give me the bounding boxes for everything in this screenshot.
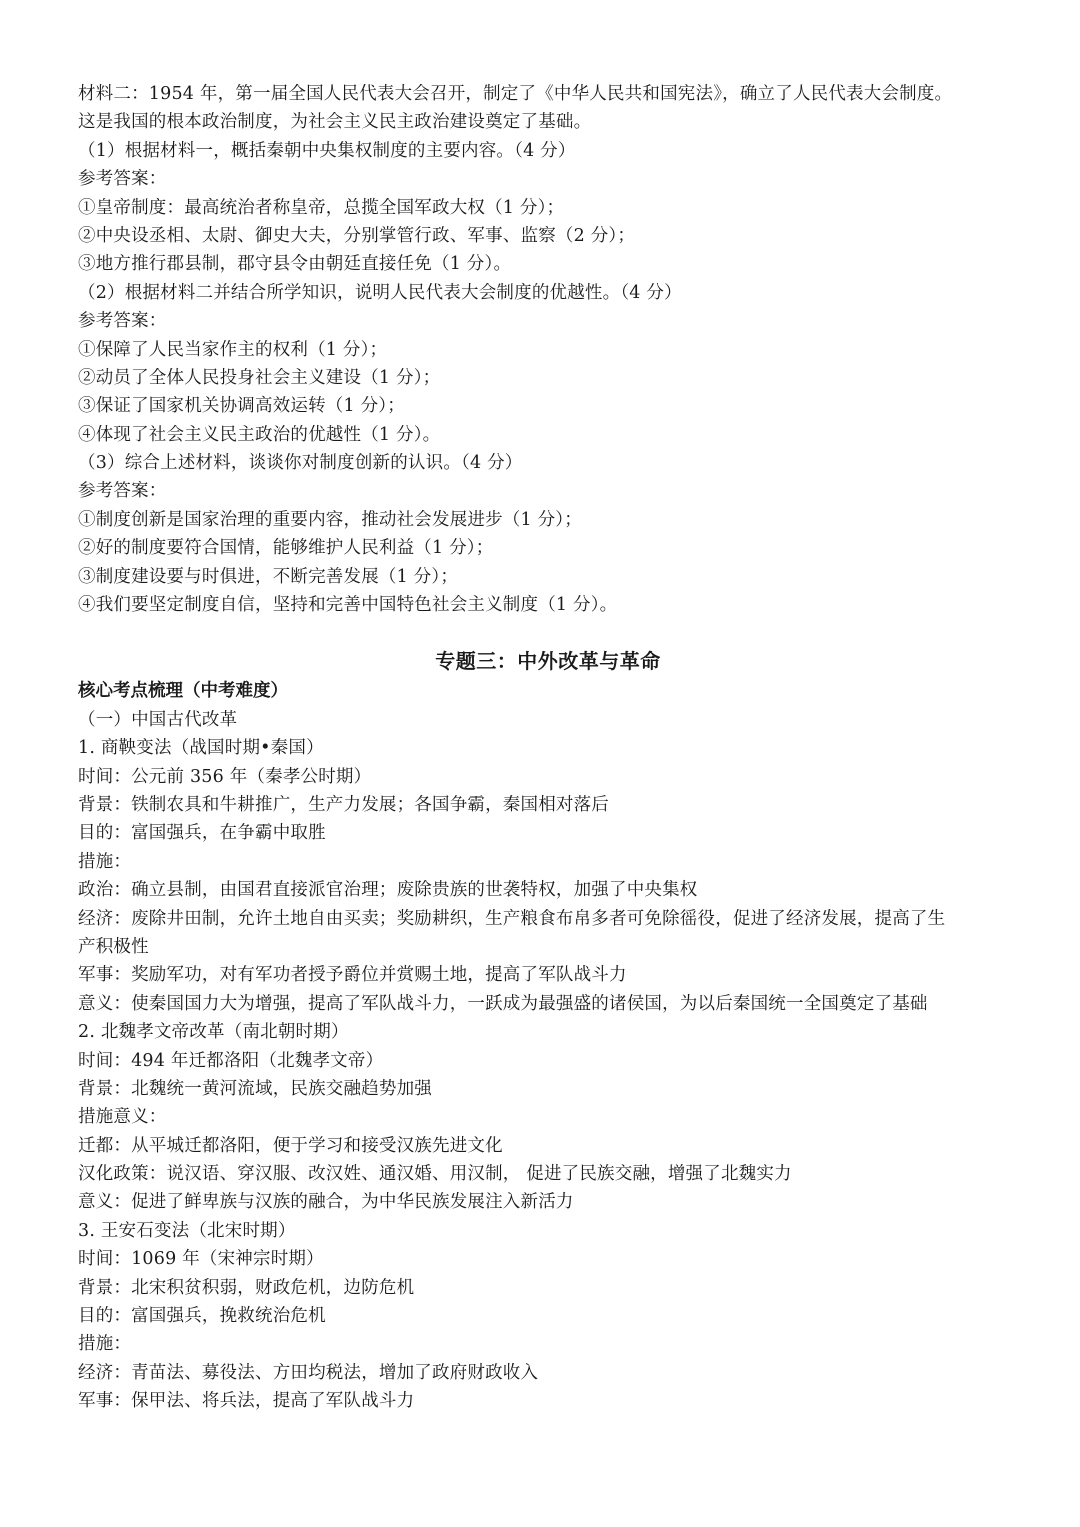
answer-item: ②中央设丞相、太尉、御史大夫，分别掌管行政、军事、监察（2 分）；: [78, 225, 636, 246]
reform-detail: 时间：公元前 356 年（秦孝公时期）: [78, 766, 372, 787]
reform-detail: 意义：促进了鲜卑族与汉族的融合，为中华民族发展注入新活力: [78, 1192, 574, 1213]
reform-detail: 政治：确立县制，由国君直接派官治理；废除贵族的世袭特权，加强了中央集权: [78, 880, 698, 901]
question: （1）根据材料一，概括秦朝中央集权制度的主要内容。（4 分）: [78, 140, 576, 161]
reform-detail: 目的：富国强兵，挽救统治危机: [78, 1306, 326, 1327]
reform-detail: 产积极性: [78, 936, 149, 957]
reform-detail: 经济：废除井田制，允许土地自由买卖；奖励耕织，生产粮食布帛多者可免除徭役，促进了经济发展，提高了生: [78, 908, 946, 929]
answer-section: [78, 80, 1018, 619]
document-page: [78, 80, 1018, 1416]
answer-label: 参考答案：: [78, 311, 167, 332]
material-text: 这是我国的根本政治制度，为社会主义民主政治建设奠定了基础。: [78, 112, 592, 133]
subheading: 核心考点梳理（中考难度）: [78, 681, 288, 702]
topic-heading: （一）中国古代改革: [78, 709, 238, 730]
reform-detail: 迁都：从平城迁都洛阳，便于学习和接受汉族先进文化: [78, 1135, 503, 1156]
answer-item: ③制度建设要与时俱进，不断完善发展（1 分）；: [78, 566, 459, 587]
reform-detail: 时间：494 年迁都洛阳（北魏孝文帝）: [78, 1050, 384, 1071]
answer-label: 参考答案：: [78, 169, 167, 190]
answer-item: ①制度创新是国家治理的重要内容，推动社会发展进步（1 分）；: [78, 509, 582, 530]
reform-detail: 经济：青苗法、募役法、方田均税法，增加了政府财政收入: [78, 1362, 539, 1383]
reform-detail: 意义：使秦国国力大为增强，提高了军队战斗力，一跃成为最强盛的诸侯国，为以后秦国统一全国奠定了基础: [78, 993, 928, 1014]
reform-detail: 汉化政策：说汉语、穿汉服、改汉姓、通汉婚、用汉制， 促进了民族交融，增强了北魏实力: [78, 1164, 792, 1185]
answer-item: ②动员了全体人民投身社会主义建设（1 分）；: [78, 367, 441, 388]
answer-item: ④体现了社会主义民主政治的优越性（1 分）。: [78, 424, 441, 445]
reform-detail: 目的：富国强兵，在争霸中取胜: [78, 823, 326, 844]
answer-item: ③地方推行郡县制，郡守县令由朝廷直接任免（1 分）。: [78, 254, 512, 275]
section-title: 专题三：中外改革与革命: [435, 649, 661, 674]
answer-item: ②好的制度要符合国情，能够维护人民利益（1 分）；: [78, 538, 494, 559]
answer-item: ①保障了人民当家作主的权利（1 分）；: [78, 339, 388, 360]
question: （2）根据材料二并结合所学知识，说明人民代表大会制度的优越性。（4 分）: [78, 282, 682, 303]
reform-detail: 背景：铁制农具和牛耕推广，生产力发展；各国争霸，秦国相对落后: [78, 794, 609, 815]
material-text: 材料二：1954 年，第一届全国人民代表大会召开，制定了《中华人民共和国宪法》，确立了人民代表大会制度。: [78, 84, 953, 104]
reform-section: [78, 706, 1018, 1416]
reform-title: 1. 商鞅变法（战国时期•秦国）: [78, 738, 324, 759]
answer-item: ①皇帝制度：最高统治者称皇帝，总揽全国军政大权（1 分）；: [78, 197, 565, 218]
reform-title: 2. 北魏孝文帝改革（南北朝时期）: [78, 1022, 349, 1043]
reform-detail: 时间：1069 年（宋神宗时期）: [78, 1249, 324, 1270]
answer-item: ③保证了国家机关协调高效运转（1 分）；: [78, 396, 405, 417]
reform-detail: 背景：北魏统一黄河流域，民族交融趋势加强: [78, 1078, 432, 1099]
question: （3）综合上述材料，谈谈你对制度创新的认识。（4 分）: [78, 453, 523, 474]
reform-detail: 措施：: [78, 1334, 132, 1355]
reform-detail: 措施意义：: [78, 1107, 167, 1128]
answer-item: ④我们要坚定制度自信，坚持和完善中国特色社会主义制度（1 分）。: [78, 595, 618, 616]
answer-label: 参考答案：: [78, 481, 167, 502]
reform-detail: 军事：奖励军功，对有军功者授予爵位并赏赐土地，提高了军队战斗力: [78, 965, 627, 986]
reform-detail: 军事：保甲法、将兵法，提高了军队战斗力: [78, 1391, 415, 1412]
reform-title: 3. 王安石变法（北宋时期）: [78, 1220, 296, 1241]
reform-detail: 背景：北宋积贫积弱，财政危机，边防危机: [78, 1277, 415, 1298]
reform-detail: 措施：: [78, 851, 132, 872]
